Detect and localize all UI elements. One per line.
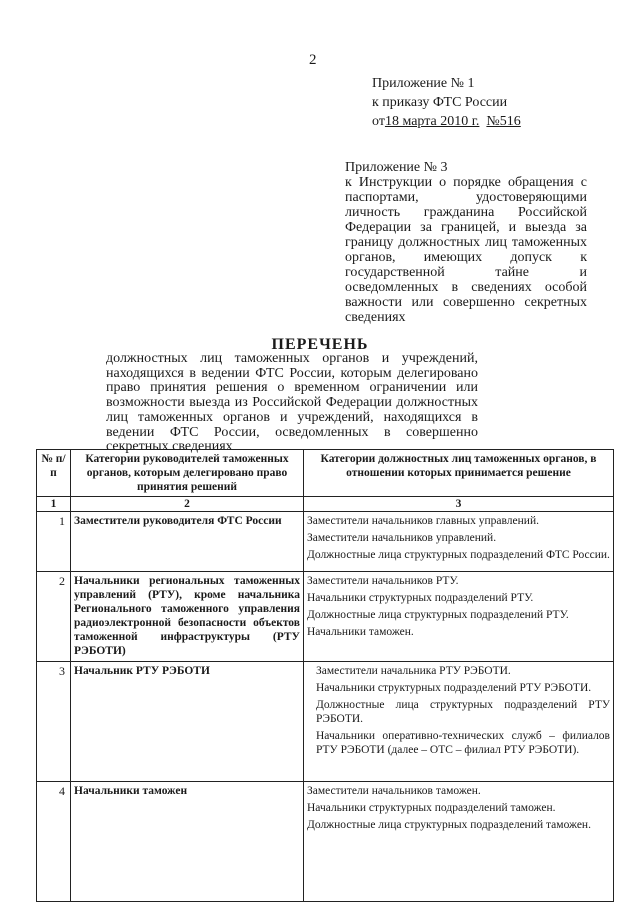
decision-item: Начальники таможен. <box>307 626 414 638</box>
row-number: 2 <box>37 572 71 662</box>
decision-item: Начальники структурных подразделений РТУ. <box>307 592 534 604</box>
decision-item: Заместители начальников управлений. <box>307 532 497 544</box>
row-category: Начальники таможен <box>71 782 304 902</box>
order-date: 18 марта 2010 г. <box>384 114 480 129</box>
table-row <box>37 512 614 572</box>
decision-item: Заместители начальников главных управлений. <box>307 515 539 527</box>
appendix3-heading: Приложение № 3 <box>345 160 448 175</box>
col-number-1: 1 <box>37 497 71 512</box>
row-decisions <box>304 662 614 782</box>
header-decisions: Категории должностных лиц таможенных органов, в отношении которых принимается решение <box>304 450 614 497</box>
decision-item: Заместители начальника РТУ РЭБОТИ. <box>316 665 511 677</box>
decision-item: Должностные лица структурных подразделений РТУ. <box>307 609 569 621</box>
row-number: 3 <box>37 662 71 782</box>
row-category: Начальник РТУ РЭБОТИ <box>71 662 304 782</box>
row-number: 1 <box>37 512 71 572</box>
row-number: 4 <box>37 782 71 902</box>
decision-item: Заместители начальников РТУ. <box>307 575 459 587</box>
decision-item: Начальники структурных подразделений РТУ РЭБОТИ. <box>316 682 592 694</box>
table-row <box>37 662 614 782</box>
appendix1-block <box>372 74 602 131</box>
decision-item: Должностные лица структурных подразделений РТУ РЭБОТИ. <box>316 699 610 725</box>
header-num: № п/п <box>37 450 71 497</box>
officials-table <box>36 449 614 902</box>
appendix1-line3 <box>372 112 602 131</box>
table-row <box>37 572 614 662</box>
page-number: 2 <box>309 52 317 68</box>
document-subtitle: должностных лиц таможенных органов и учреждений, находящихся в ведении ФТС России, которым делегировано право принятия решения о временном ограничении или возможности выезда из Российской Федерации должностных лиц таможенных органов и учреждений, находящихся в ведении ФТС России, осведомленных в совершенно секретных сведениях <box>106 351 478 455</box>
col-number-3: 3 <box>304 497 614 512</box>
decision-item: Заместители начальников таможен. <box>307 785 481 797</box>
decision-item: Должностные лица структурных подразделений таможен. <box>307 819 591 831</box>
appendix1-prefix: от <box>372 114 385 129</box>
order-number: №516 <box>486 114 521 129</box>
row-decisions <box>304 512 614 572</box>
row-category: Заместители руководителя ФТС России <box>71 512 304 572</box>
decision-item: Начальники оперативно-технических служб – филиалов РТУ РЭБОТИ (далее – ОТС – филиал РТУ РЭБОТИ). <box>316 730 610 756</box>
row-decisions <box>304 782 614 902</box>
table-row <box>37 782 614 902</box>
appendix1-line1: Приложение № 1 <box>372 76 475 91</box>
row-decisions <box>304 572 614 662</box>
appendix3-block <box>345 160 587 325</box>
appendix3-text: к Инструкции о порядке обращения с паспортами, удостоверяющими личность гражданина Российской Федерации за границей, и выезда за границу должностных лиц таможенных органов, имеющих допуск к государственной тайне и осведомленных в сведениях особой важности или совершенно секретных сведениях <box>345 175 587 325</box>
column-number-row <box>37 497 614 512</box>
table-header-row <box>37 450 614 497</box>
row-category: Начальники региональных таможенных управлений (РТУ), кроме начальника Регионального таможенного управления радиоэлектронной безопасности объектов таможенной инфраструктуры (РТУ РЭБОТИ) <box>71 572 304 662</box>
decision-item: Начальники структурных подразделений таможен. <box>307 802 556 814</box>
appendix1-line2: к приказу ФТС России <box>372 95 508 110</box>
header-category: Категории руководителей таможенных органов, которым делегировано право принятия решений <box>71 450 304 497</box>
col-number-2: 2 <box>71 497 304 512</box>
document-title: ПЕРЕЧЕНЬ <box>271 336 369 353</box>
decision-item: Должностные лица структурных подразделений ФТС России. <box>307 549 610 561</box>
